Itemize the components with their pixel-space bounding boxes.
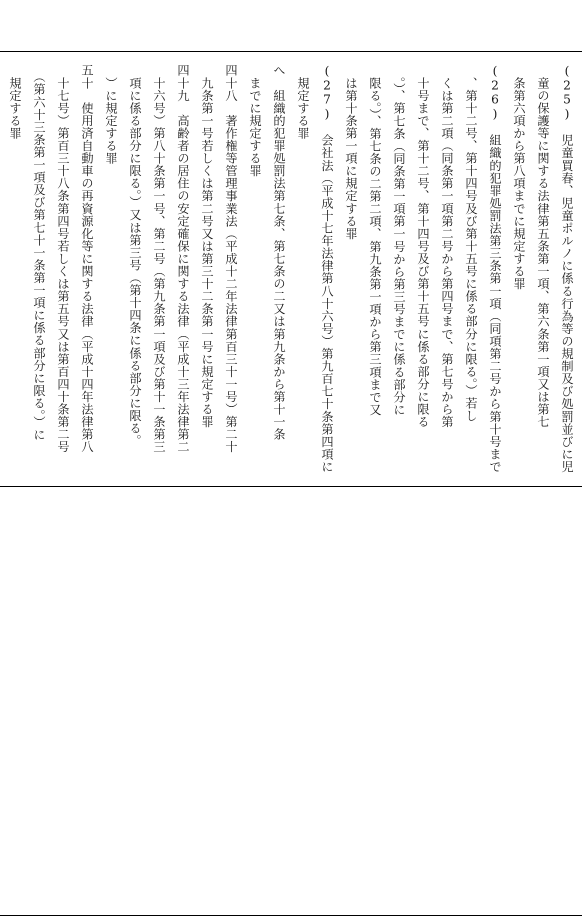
- text-line-3: 条第六項から第八項までに規定する罪: [512, 64, 526, 290]
- text-line-21: 五十 使用済自動車の再資源化等に関する法律（平成十四年法律第八: [80, 64, 94, 454]
- vertical-text-body: [4, 64, 578, 480]
- text-line-1: (25) 児童買春、児童ポルノに係る行為等の規制及び処罰並びに児: [560, 64, 574, 473]
- text-line-14: までに規定する罪: [248, 64, 262, 177]
- text-line-5: 、第十二号、第十四号及び第十五号に係る部分に限る。）若し: [464, 64, 478, 422]
- text-line-19: 項に係る部分に限る。）又は第三号（第十四条に係る部分に限る。: [128, 64, 142, 447]
- text-line-18: 十六号）第八十条第一号、第二号（第九条第一項及び第十一条第三: [152, 64, 166, 454]
- text-line-16: 九条第一号若しくは第二号又は第三十二条第一号に規定する罪: [200, 64, 214, 428]
- top-rule: [0, 51, 582, 52]
- text-line-8: 。）、第七条（同条第一項第一号から第三号までに係る部分に: [392, 64, 406, 416]
- text-line-10: は第十条第一項に規定する罪: [344, 64, 358, 240]
- text-line-23: （第六十三条第一項及び第七十一条第一項に係る部分に限る。）に: [32, 64, 46, 441]
- text-line-11: (27) 会社法（平成十七年法律第八十六号）第九百七十条第四項に: [320, 64, 334, 473]
- text-line-22: 十七号）第百三十八条第四号若しくは第五号又は第百四十条第二号: [56, 64, 70, 454]
- text-line-6: くは第二項（同条第一項第二号から第四号まで、第七号から第: [440, 64, 454, 428]
- text-line-24: 規定する罪: [8, 64, 22, 140]
- text-line-17: 四十九 高齢者の居住の安定確保に関する法律（平成十三年法律第二: [176, 64, 190, 454]
- text-line-7: 十号まで、第十二号、第十四号及び第十五号に係る部分に限る: [416, 64, 430, 428]
- text-line-2: 童の保護等に関する法律第五条第一項、第六条第一項又は第七: [536, 64, 550, 428]
- text-line-9: 限る。）、第七条の二第二項、第九条第一項から第三項まで又: [368, 64, 382, 416]
- middle-rule: [0, 486, 582, 487]
- text-line-4: (26) 組織的犯罪処罰法第三条第一項（同項第二号から第十号まで: [488, 64, 502, 473]
- text-line-20: ）に規定する罪: [104, 64, 118, 165]
- text-line-15: 四十八 著作権等管理事業法（平成十二年法律第百三十一号）第二十: [224, 64, 238, 454]
- text-line-12: 規定する罪: [296, 64, 310, 140]
- text-line-13: へ 組織的犯罪処罰法第七条、第七条の二又は第九条から第十一条: [272, 64, 286, 441]
- bottom-rule: [0, 915, 582, 916]
